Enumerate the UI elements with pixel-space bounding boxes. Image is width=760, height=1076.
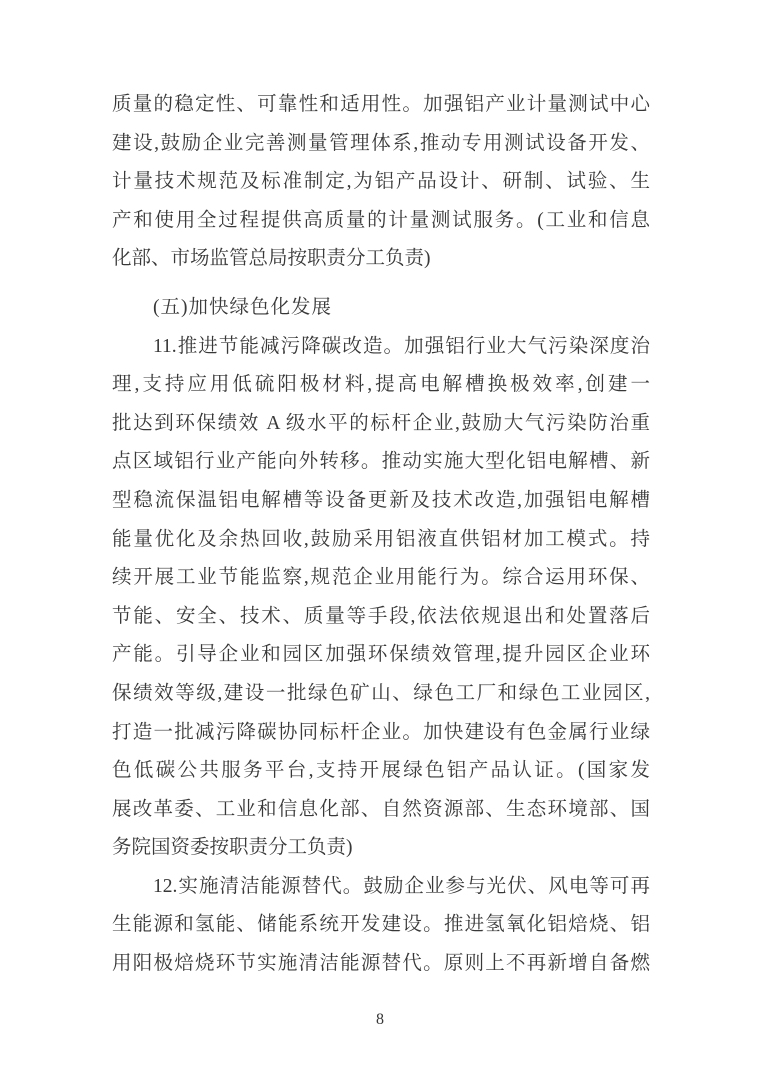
page-number: 8 [376,1011,384,1028]
text-line: (五)加快绿色化发展 [153,296,332,318]
text-line: 用阳极焙烧环节实施清洁能源替代。原则上不再新增自备燃 [112,953,650,975]
text-line: 保绩效等级,建设一批绿色矿山、绿色工厂和绿色工业园区, [112,682,650,704]
text-line: 化部、市场监管总局按职责分工负责) [112,248,431,270]
text-line: 产能。引导企业和园区加强环保绩效管理,提升园区企业环 [112,644,650,666]
paragraph [112,328,650,868]
text-line: 12.实施清洁能源替代。鼓励企业参与光伏、风电等可再 [153,875,650,897]
text-line: 能量优化及余热回收,鼓励采用铝液直供铝材加工模式。持 [112,528,650,550]
text-line: 型稳流保温铝电解槽等设备更新及技术改造,加强铝电解槽 [112,489,650,511]
text-line: 11.推进节能减污降碳改造。加强铝行业大气污染深度治 [153,335,650,357]
document-body [112,86,650,984]
text-line: 产和使用全过程提供高质量的计量测试服务。(工业和信息 [112,209,650,231]
section-heading [112,289,650,328]
text-line: 理,支持应用低硫阳极材料,提高电解槽换极效率,创建一 [112,374,650,396]
text-line: 节能、安全、技术、质量等手段,依法依规退出和处置落后 [112,605,650,627]
text-line: 展改革委、工业和信息化部、自然资源部、生态环境部、国 [112,798,650,820]
text-line: 生能源和氢能、储能系统开发建设。推进氢氧化铝焙烧、铝 [112,914,650,936]
text-line: 点区域铝行业产能向外转移。推动实施大型化铝电解槽、新 [112,451,650,473]
text-line: 色低碳公共服务平台,支持开展绿色铝产品认证。(国家发 [112,760,650,782]
text-line: 质量的稳定性、可靠性和适用性。加强铝产业计量测试中心 [112,94,650,115]
text-line: 打造一批减污降碳协同标杆企业。加快建设有色金属行业绿 [112,721,650,743]
text-line: 续开展工业节能监察,规范企业用能行为。综合运用环保、 [112,567,650,589]
text-line: 务院国资委按职责分工负责) [112,837,353,859]
paragraph [112,868,650,984]
paragraph [112,86,650,279]
text-line: 建设,鼓励企业完善测量管理体系,推动专用测试设备开发、 [112,132,650,154]
text-line: 批达到环保绩效 A 级水平的标杆企业,鼓励大气污染防治重 [112,412,650,434]
text-line: 计量技术规范及标准制定,为铝产品设计、研制、试验、生 [112,171,650,193]
